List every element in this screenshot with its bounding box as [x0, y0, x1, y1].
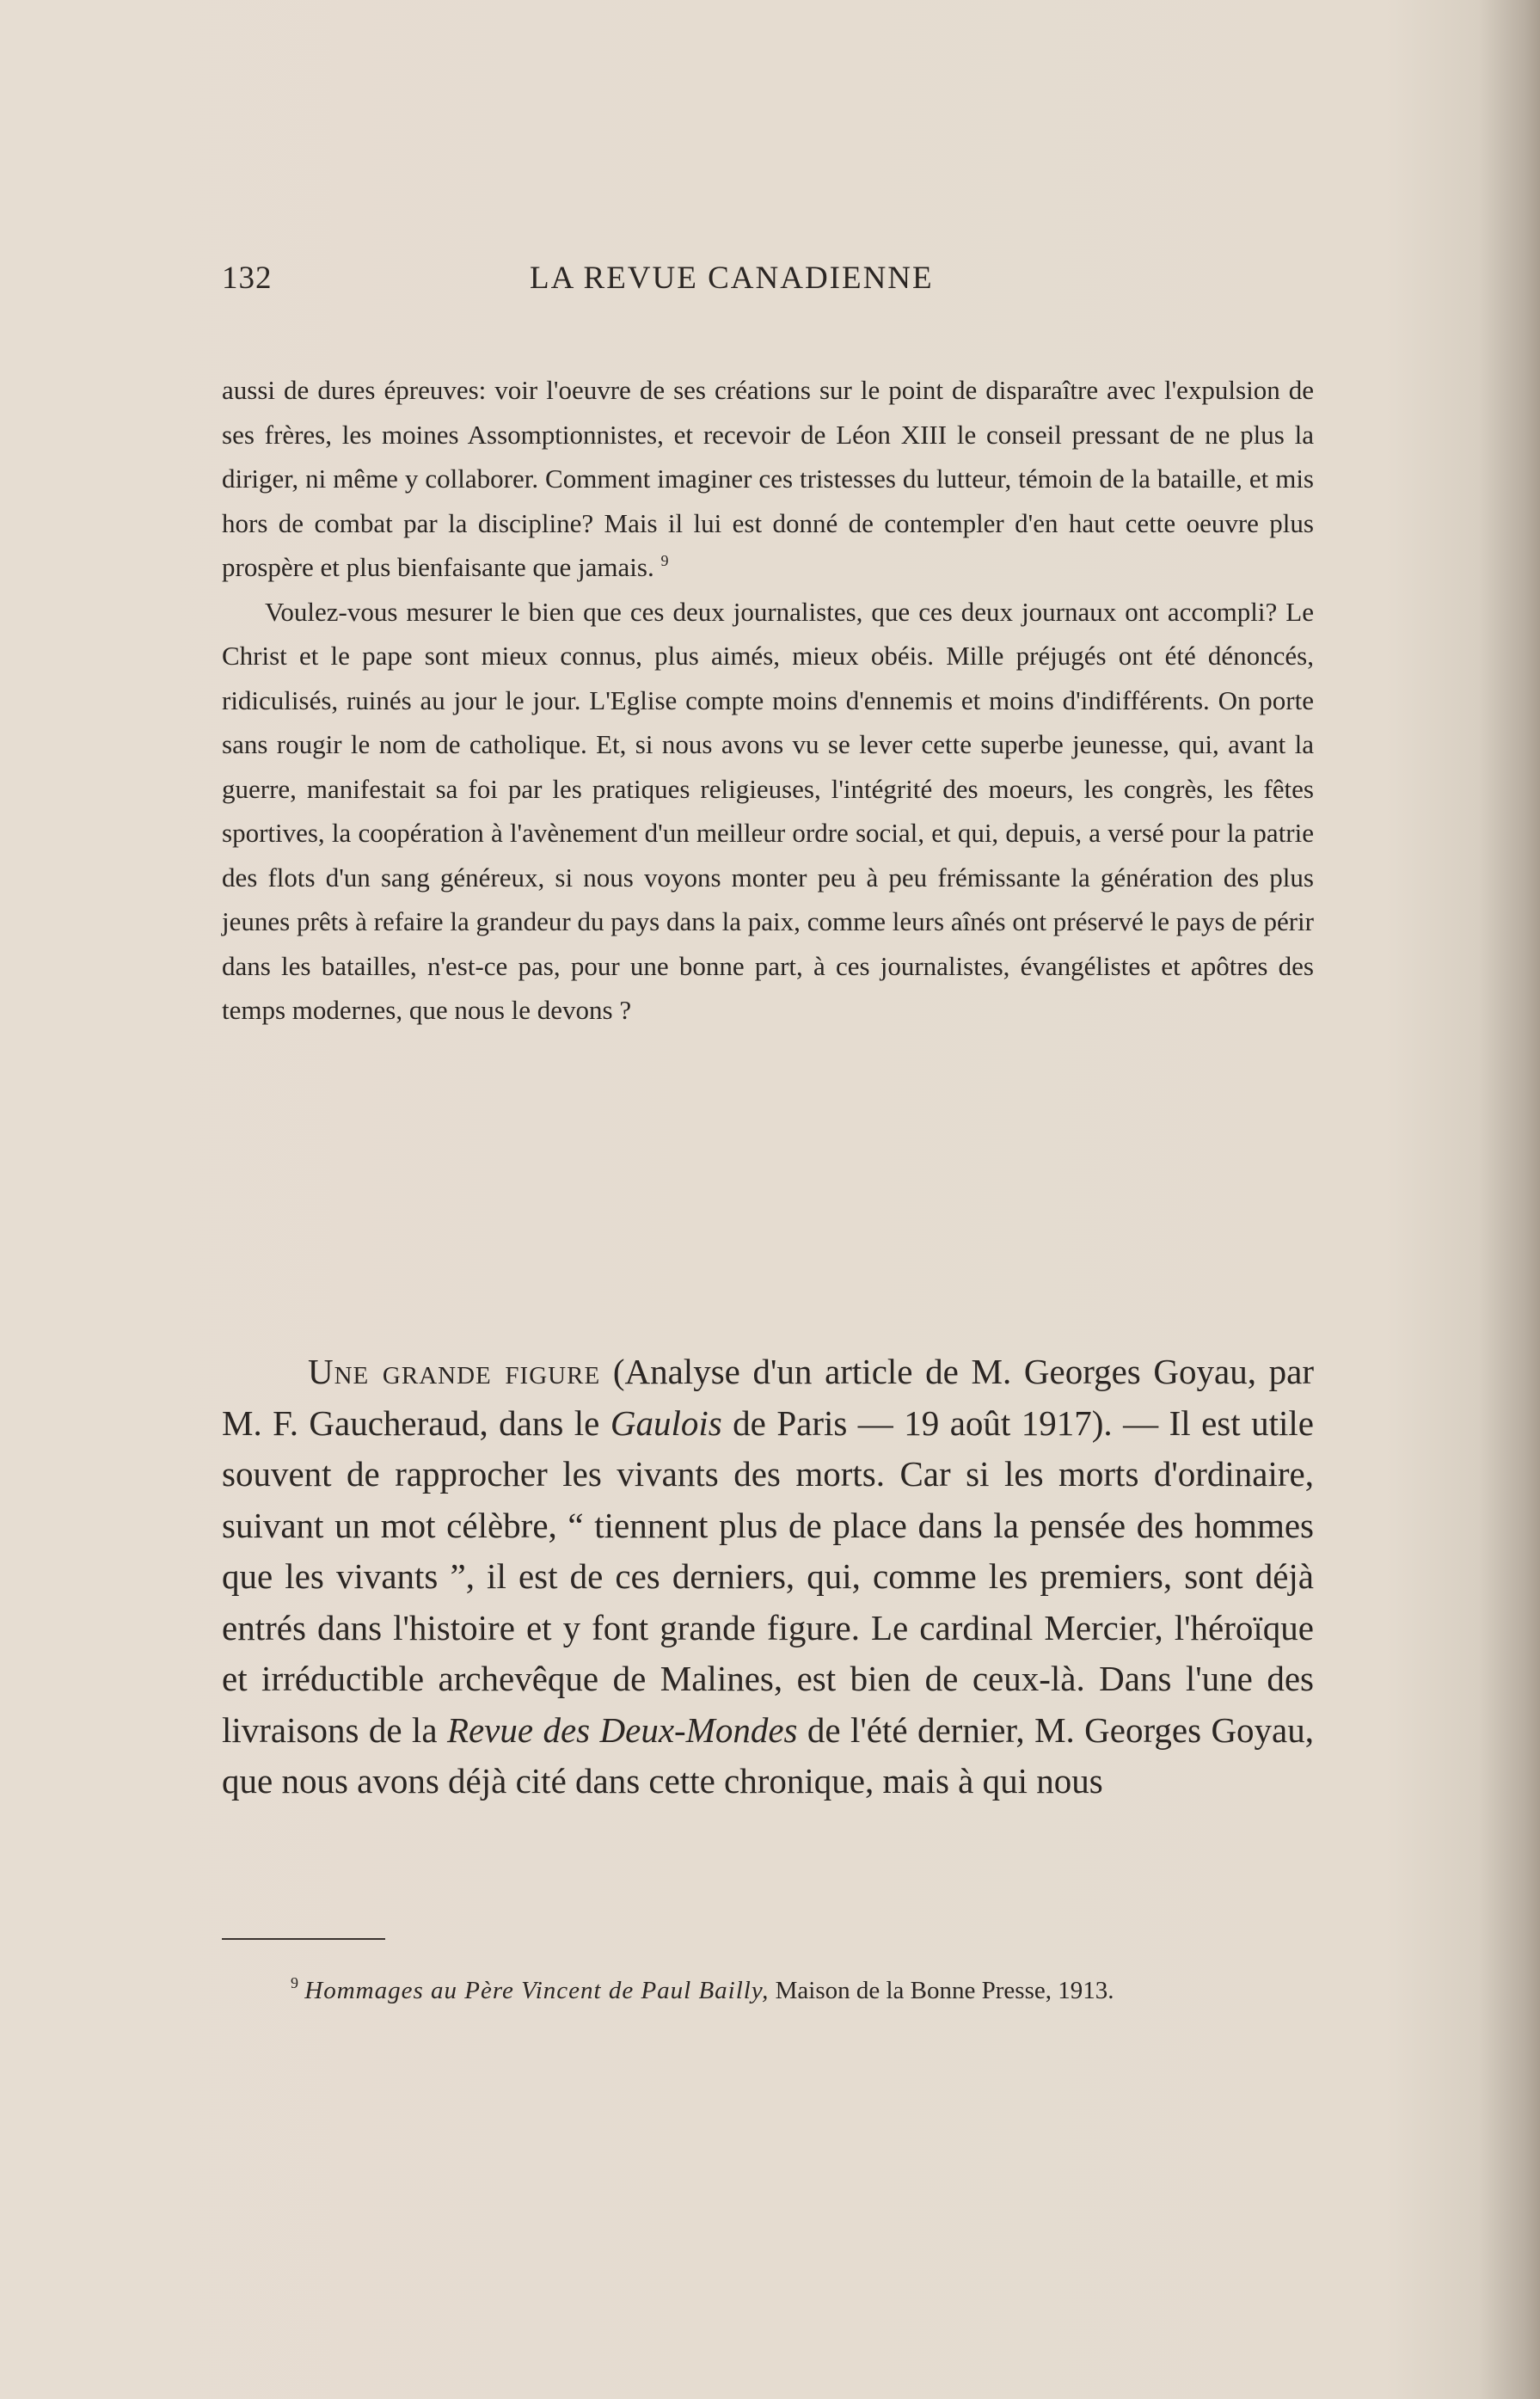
page-header [222, 260, 1314, 303]
section-text-2: de Paris — 19 août 1917). — Il est utile souvent de rapprocher les vivants des morts. Car si les morts d'ordinaire, suivant un mot célèbre, “ tiennent plus de place dans la pensée des hommes que les vivants ”, il est de ces derniers, qui, comme les premiers, sont déjà entrés dans l'histoire et y font grande figure. Le cardinal Mercier, l'héroïque et irréductible archevêque de Malines, est bien de ceux-là. Dans l'une des livraisons de la [222, 1402, 1314, 1750]
section-paragraph [222, 1347, 1314, 1807]
footnote-title: Hommages au Père Vincent de Paul Bailly, [304, 1977, 770, 2004]
periodical-title-gaulois: Gaulois [610, 1402, 722, 1443]
footnote-publisher: Maison de la Bonne Presse, 1913. [775, 1977, 1114, 2004]
periodical-title-revue: Revue des Deux-Mondes [446, 1709, 798, 1750]
section-text-1: (Analyse d'un article de M. Georges Goyau, par M. F. Gaucheraud, dans le [222, 1352, 1315, 1443]
footnote [222, 1969, 1314, 2012]
paragraph-1-text: aussi de dures épreuves: voir l'oeuvre de ses créations sur le point de disparaître avec l'expulsion de ses frères, les moines Assomptionnistes, et recevoir de Léon XIII le conseil pressant de ne plus la diriger, ni même y collaborer. Comment imaginer ces tristesses du lutteur, témoin de la bataille, et mis hors de combat par la discipline? Mais il lui est donné de contempler d'en haut cette oeuvre plus prospère et plus bienfaisante que jamais. [222, 375, 1314, 582]
section-heading: Une grande figure [308, 1352, 601, 1391]
paragraph-2: Voulez-vous mesurer le bien que ces deux journalistes, que ces deux journaux ont accompli? Le Christ et le pape sont mieux connus, plus aimés, mieux obéis. Mille préjugés ont été dénoncés, ridiculisés, ruinés au jour le jour. L'Eglise compte moins d'ennemis et moins d'indifférents. On porte sans rougir le nom de catholique. Et, si nous avons vu se lever cette superbe jeunesse, qui, avant la guerre, manifestait sa foi par les pratiques religieuses, l'intégrité des moeurs, les congrès, les fêtes sportives, la coopération à l'avènement d'un meilleur ordre social, et qui, depuis, a versé pour la patrie des flots d'un sang généreux, si nous voyons monter peu à peu frémissante la génération des plus jeunes prêts à refaire la grandeur du pays dans la paix, comme leurs aînés ont préservé le pays de périr dans les batailles, n'est-ce pas, pour une bonne part, à ces journalistes, évangélistes et apôtres des temps modernes, que nous le devons ? [222, 596, 1314, 1025]
footnote-text [222, 1969, 1314, 2012]
body-text [222, 368, 1314, 1033]
running-title: LA REVUE CANADIENNE [530, 261, 934, 296]
section-une-grande-figure [222, 1347, 1314, 1807]
footnote-divider [222, 1938, 385, 1940]
section-text-3: de l'été dernier, M. Georges Goyau, que nous avons déjà cité dans cette chronique, mais à qui nous [222, 1709, 1315, 1801]
paragraph-1 [222, 368, 1314, 590]
footnote-marker: 9 [291, 1974, 298, 1991]
footnote-reference: 9 [660, 552, 669, 569]
page-number: 132 [222, 261, 273, 296]
